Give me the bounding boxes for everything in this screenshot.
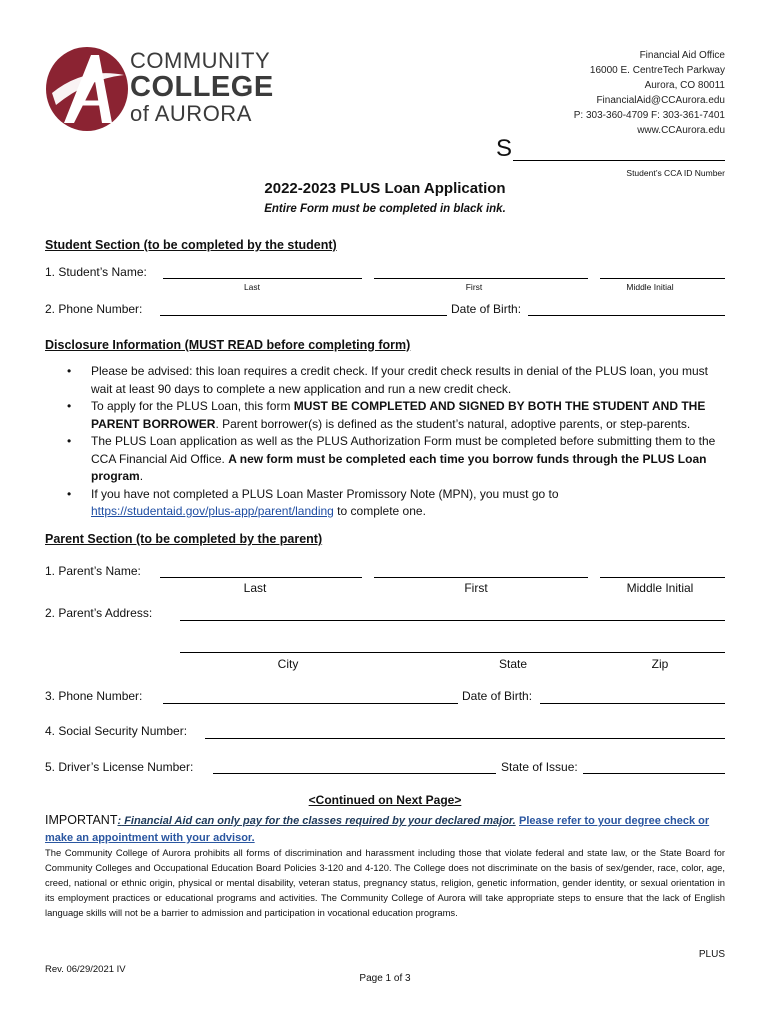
disclosure-list [67,363,726,521]
parent-last-caption: Last [243,581,267,595]
parent-last-name-field[interactable] [160,577,362,578]
bullet-icon: • [67,399,72,413]
important-italic: Financial Aid can only pay for the classes required by your declared major. [121,815,516,827]
parent-phone-label: 3. Phone Number: [45,689,143,703]
important-colon: : [117,815,122,827]
important-advice: Please refer to your degree check or make an appointment with your advisor. [45,815,710,844]
disclosure-item [67,363,726,398]
student-middle-caption: Middle Initial [626,282,674,292]
student-id-prefix: S [496,135,513,162]
student-dob-field[interactable] [528,315,725,316]
office-line: Financial Aid Office [639,50,725,61]
revision-date: Rev. 06/29/2021 IV [45,964,126,975]
office-line: Aurora, CO 80011 [644,80,725,91]
parent-zip-caption: Zip [651,657,669,671]
parent-address-line2-field[interactable] [180,652,725,653]
disclosure-text: If you have not completed a PLUS Loan Master Promissory Note (MPN), you must go to [91,486,559,501]
page-number: Page 1 of 3 [359,973,411,984]
student-first-caption: First [465,282,483,292]
logo-line-3: of AURORA [130,101,252,126]
logo-wordmark [130,50,274,125]
disclosure-text: To apply for the PLUS Loan, this form [91,399,294,413]
student-section-heading: Student Section (to be completed by the student) [45,238,337,252]
disclosure-bold: MUST BE COMPLETED AND SIGNED BY BOTH THE STUDENT AND THE PARENT BORROWER [91,399,706,431]
parent-phone-field[interactable] [163,703,458,704]
student-id-field[interactable] [513,160,725,161]
mpn-link[interactable]: https://studentaid.gov/plus-app/parent/landing [91,504,334,518]
parent-address-line1-field[interactable] [180,620,725,621]
parent-ssn-field[interactable] [205,738,725,739]
parent-section-heading: Parent Section (to be completed by the parent) [45,532,323,546]
disclosure-item [67,433,726,486]
disclosure-text: The PLUS Loan application as well as the PLUS Authorization Form must be completed before submitting them to the CCA Financial Aid Office. [91,434,716,466]
disclosure-bold: A new form must be completed each time you borrow funds through the PLUS Loan program [91,451,707,483]
office-line: FinancialAid@CCAurora.edu [596,95,725,106]
disclosure-item [67,398,726,433]
office-line: 16000 E. CentreTech Parkway [589,65,725,76]
parent-address-label: 2. Parent’s Address: [45,606,153,620]
student-last-caption: Last [243,282,261,292]
student-phone-label: 2. Phone Number: [45,302,143,316]
parent-dob-field[interactable] [540,703,725,704]
parent-first-caption: First [464,581,488,595]
student-name-label: 1. Student’s Name: [45,265,147,279]
parent-ssn-label: 4. Social Security Number: [45,724,188,738]
office-address [574,48,725,138]
continued-note: <Continued on Next Page> [308,793,462,807]
student-last-name-field[interactable] [163,278,362,279]
student-id-label: Student’s CCA ID Number [626,168,725,178]
parent-first-name-field[interactable] [374,577,588,578]
parent-dl-label: 5. Driver’s License Number: [45,760,194,774]
logo-line-2: COLLEGE [130,71,274,103]
bullet-icon: • [67,434,72,448]
student-phone-field[interactable] [160,315,447,316]
page-subtitle: Entire Form must be completed in black ink. [264,203,506,215]
disclosure-text: to complete one. [333,504,426,518]
parent-name-label: 1. Parent’s Name: [45,564,141,578]
important-lead: IMPORTANT [45,813,118,827]
student-dob-label: Date of Birth: [451,302,522,316]
parent-dob-label: Date of Birth: [462,689,533,703]
office-line: P: 303-360-4709 F: 303-361-7401 [573,110,725,121]
disclosure-item [67,486,726,521]
disclosure-heading: Disclosure Information (MUST READ before completing form) [45,338,411,352]
logo-line-1: COMMUNITY [130,48,271,73]
disclosure-text: Please be advised: this loan requires a credit check. If your credit check results in denial of the PLUS loan, you must wait at least 90 days to complete a new application and run a new credit check. [91,364,708,396]
page-title: 2022-2023 PLUS Loan Application [264,180,506,197]
office-line: www.CCAurora.edu [637,125,725,136]
college-logo-mark-icon [44,45,130,133]
disclosure-text: . Parent borrower(s) is defined as the student’s natural, adoptive parents, or step-parents. [215,416,691,431]
parent-state-caption: State [498,657,528,671]
parent-state-issue-label: State of Issue: [501,760,578,774]
parent-state-issue-field[interactable] [583,773,725,774]
parent-middle-caption: Middle Initial [626,581,694,595]
bullet-icon: • [67,364,72,378]
parent-city-caption: City [277,657,299,671]
parent-dl-field[interactable] [213,773,496,774]
important-note [45,812,735,846]
student-middle-initial-field[interactable] [600,278,725,279]
disclosure-text: . [139,469,144,483]
parent-middle-initial-field[interactable] [600,577,725,578]
non-discrimination-statement: The Community College of Aurora prohibits all forms of discrimination and harassment including those that violate federal and state law, or the State Board for Community Colleges and Occupational Education Board Policies 3-120 and 4-120. The College does not discriminate on the basis of sex/gender, race, color, age, creed, national or ethnic origin, physical or mental disability, veteran status, pregnancy status, religion, genetic information, gender identity, or sexual orientation in its employment practices or educational programs and activities. The Community College of Aurora will take appropriate steps to ensure that the lack of English language skills will not be a barrier to admission and participation in vocational education programs. [45,847,725,918]
bullet-icon: • [67,486,72,501]
student-first-name-field[interactable] [374,278,588,279]
form-code: PLUS [698,949,725,960]
